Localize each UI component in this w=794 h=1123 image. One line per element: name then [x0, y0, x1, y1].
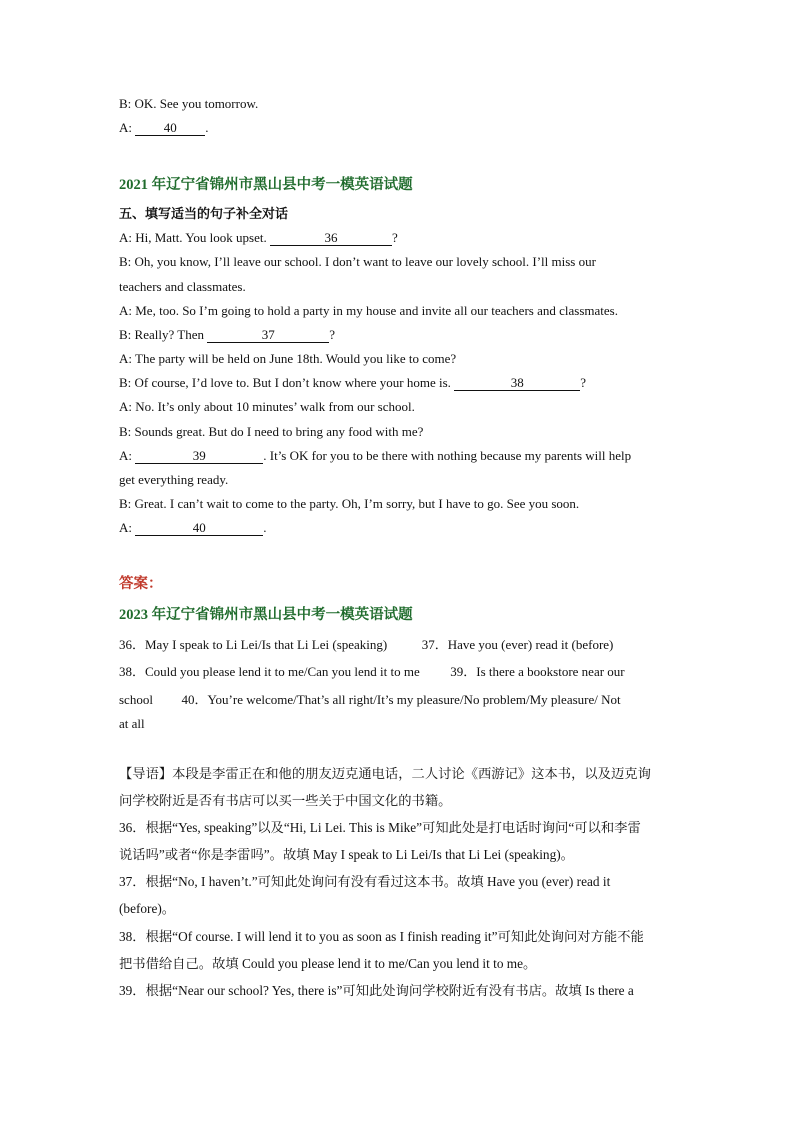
punctuation: . [263, 520, 267, 535]
punctuation: . [205, 120, 209, 135]
answer-38: 38．Could you please lend it to me/Can you lend it to me [119, 664, 420, 679]
dialogue-line: A: The party will be held on June 18th. Would you like to come? [119, 351, 457, 366]
dialogue-line: A: Me, too. So I’m going to hold a party in my house and invite all our teachers and classmates. [119, 303, 618, 318]
dialogue-line [119, 229, 398, 247]
answer-blank: 39 [135, 448, 263, 464]
dialogue-line: B: Sounds great. But do I need to bring any food with me? [119, 424, 424, 439]
dialogue-line: A: No. It’s only about 10 minutes’ walk from our school. [119, 399, 415, 414]
line-text: B: Of course, I’d love to. But I don’t know where your home is. [119, 375, 451, 390]
dialogue-line: B: Oh, you know, I’ll leave our school. I don’t want to leave our lovely school. I’ll miss our [119, 254, 596, 269]
punctuation: ? [329, 327, 335, 342]
explanation-line: (before)。 [119, 901, 176, 916]
speaker-label: A: [119, 120, 132, 135]
answer-37: 37．Have you (ever) read it (before) [421, 637, 614, 652]
dialogue-line: get everything ready. [119, 472, 229, 487]
punctuation: ? [580, 375, 586, 390]
line-text: A: Hi, Matt. You look upset. [119, 230, 267, 245]
explanation-line: 38．根据“Of course. I will lend it to you as soon as I finish reading it”可知此处询问对方能不能 [119, 929, 644, 944]
answer-label: 答案： [119, 576, 163, 592]
answer-blank: 38 [454, 375, 580, 391]
dialogue-line [119, 374, 586, 392]
section-title: 2021 年辽宁省锦州市黑山县中考一模英语试题 [119, 177, 413, 193]
dialogue-line: teachers and classmates. [119, 279, 246, 294]
speaker-label: A: [119, 448, 132, 463]
answer-40: 40．You’re welcome/That’s all right/It’s my pleasure/No problem/My pleasure/ Not [181, 692, 621, 707]
answer-row [119, 634, 613, 653]
line-text: B: Really? Then [119, 327, 204, 342]
answer-blank: 37 [207, 327, 329, 343]
dialogue-line: B: OK. See you tomorrow. [119, 96, 259, 111]
answer-36: 36．May I speak to Li Lei/Is that Li Lei (speaking) [119, 637, 388, 652]
explanation-line: 把书借给自己。故填 Could you please lend it to me/Can you lend it to me。 [119, 956, 537, 971]
section-subtitle: 五、填写适当的句子补全对话 [119, 206, 289, 221]
answer-39-cont: school [119, 692, 153, 707]
dialogue-line: B: Great. I can’t wait to come to the party. Oh, I’m sorry, but I have to go. See you soon. [119, 496, 580, 511]
answer-row [119, 661, 625, 680]
answer-39: 39．Is there a bookstore near our [450, 664, 625, 679]
dialogue-line [119, 326, 335, 344]
dialogue-line [119, 119, 209, 137]
section-title: 2023 年辽宁省锦州市黑山县中考一模英语试题 [119, 607, 413, 623]
answer-blank: 40 [135, 120, 205, 136]
line-text: . It’s OK for you to be there with nothing because my parents will help [263, 448, 632, 463]
explanation-line: 说话吗”或者“你是李雷吗”。故填 May I speak to Li Lei/Is that Li Lei (speaking)。 [119, 847, 574, 862]
speaker-label: A: [119, 520, 132, 535]
answer-blank: 40 [135, 520, 263, 536]
dialogue-line [119, 519, 267, 537]
dialogue-line [119, 447, 631, 465]
answer-row: at all [119, 716, 145, 731]
explanation-line: 问学校附近是否有书店可以买一些关于中国文化的书籍。 [119, 793, 452, 808]
answer-row [119, 689, 621, 708]
answer-blank: 36 [270, 230, 392, 246]
explanation-line: 37．根据“No, I haven’t.”可知此处询问有没有看过这本书。故填 Have you (ever) read it [119, 874, 611, 889]
explanation-line: 39．根据“Near our school? Yes, there is”可知此处询问学校附近有没有书店。故填 Is there a [119, 983, 634, 998]
explanation-line: 【导语】本段是李雷正在和他的朋友迈克通电话，二人讨论《西游记》这本书，以及迈克询 [119, 766, 651, 781]
punctuation: ? [391, 230, 398, 245]
explanation-line: 36．根据“Yes, speaking”以及“Hi, Li Lei. This is Mike”可知此处是打电话时询问“可以和李雷 [119, 820, 641, 835]
